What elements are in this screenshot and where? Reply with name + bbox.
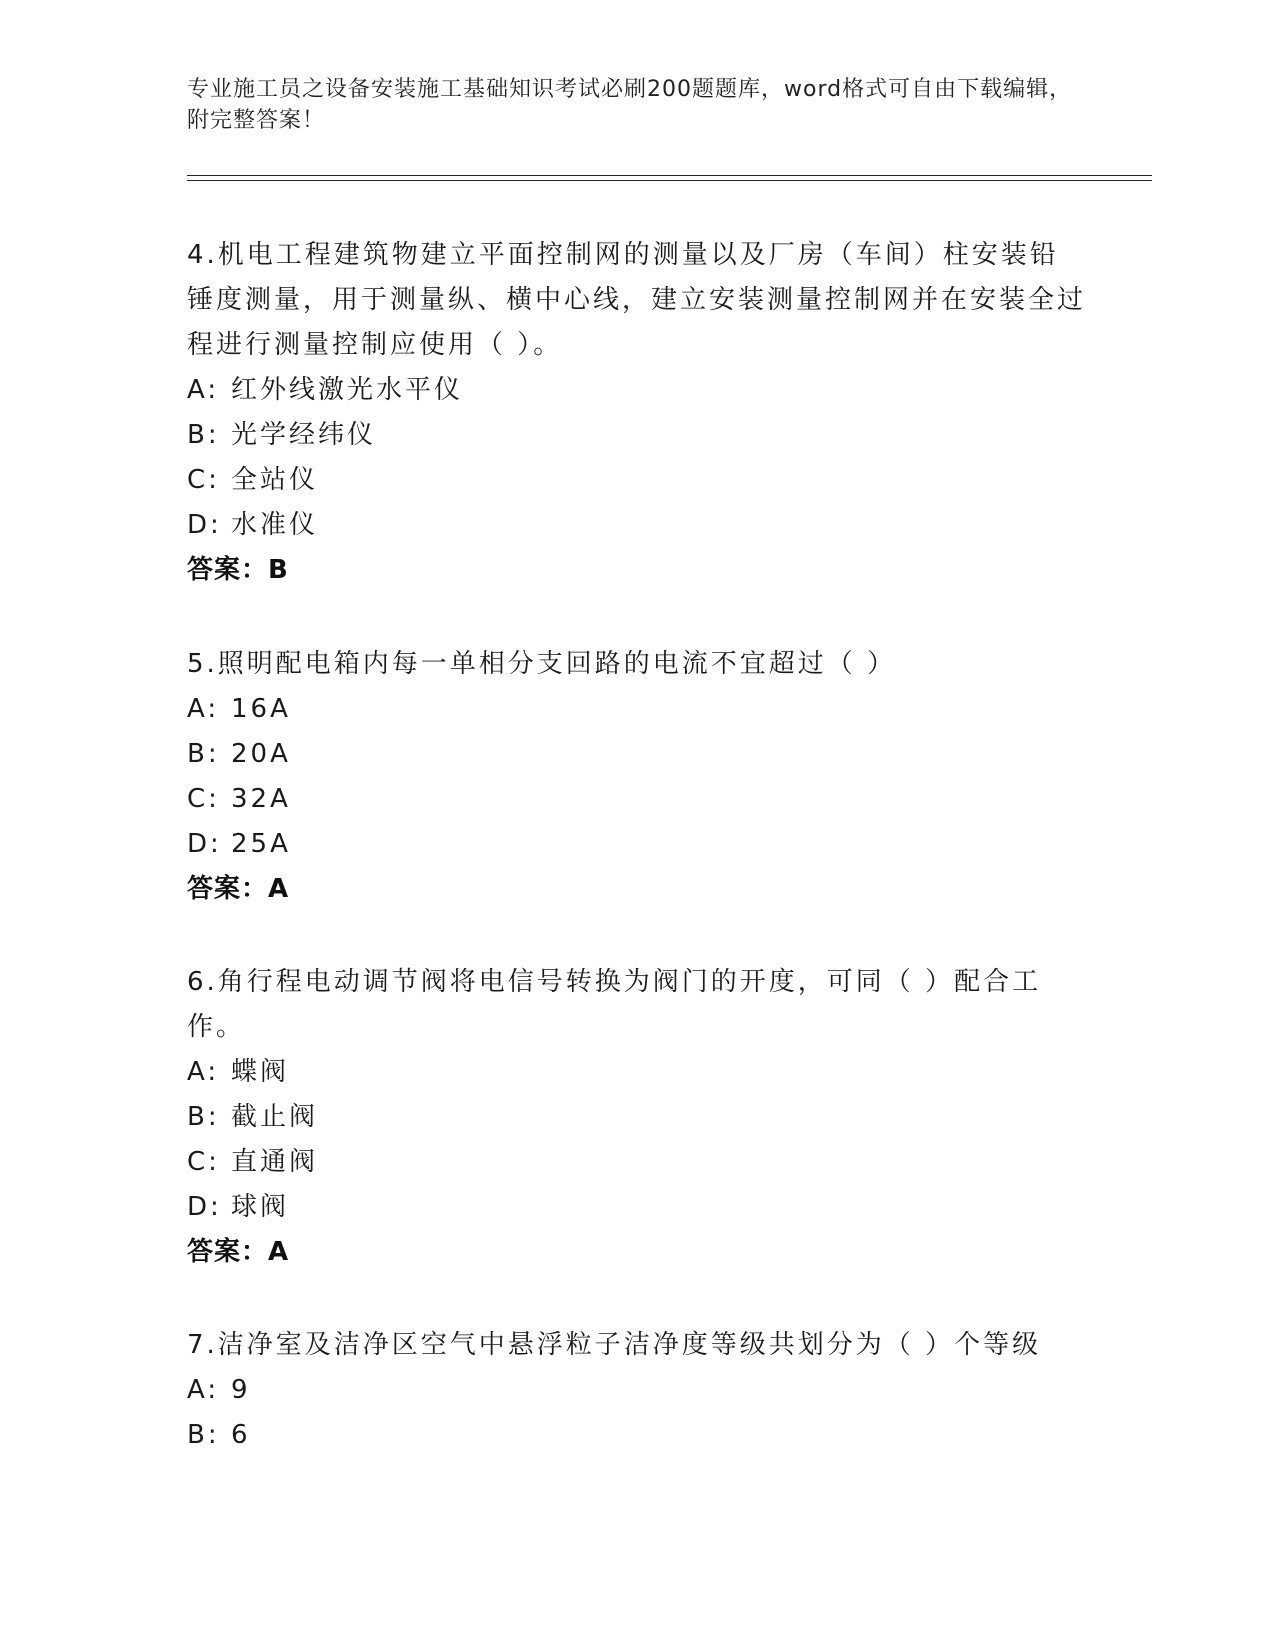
option-c [187, 777, 1087, 822]
option-text: 水准仪 [231, 510, 319, 540]
option-text: 32A [231, 784, 291, 814]
option-text: 20A [231, 739, 291, 769]
option-text: 全站仪 [231, 465, 319, 495]
option-letter: D: [187, 1192, 222, 1222]
option-c [187, 1140, 1087, 1185]
option-text: 截止阀 [231, 1102, 319, 1132]
option-d [187, 1185, 1087, 1230]
option-text: 蝶阀 [231, 1057, 290, 1087]
option-text: 直通阀 [231, 1147, 319, 1177]
option-text: 6 [231, 1420, 251, 1450]
option-a [187, 687, 1087, 732]
header-divider-top [187, 175, 1152, 176]
question-stem: 5.照明配电箱内每一单相分支回路的电流不宜超过（ ） [187, 649, 897, 679]
option-letter: B: [187, 739, 220, 769]
option-a [187, 1368, 1087, 1413]
option-letter: B: [187, 1102, 220, 1132]
option-list [187, 687, 1087, 867]
question-stem: 7.洁净室及洁净区空气中悬浮粒子洁净度等级共划分为（ ）个等级 [187, 1330, 1042, 1360]
option-a [187, 1050, 1087, 1095]
option-text: 25A [231, 829, 291, 859]
option-text: 16A [231, 694, 291, 724]
option-letter: C: [187, 784, 220, 814]
document-header: 专业施工员之设备安装施工基础知识考试必刷200题题库，word格式可自由下载编辑，附完整答案！ [187, 77, 1073, 133]
option-a [187, 368, 1087, 413]
question-stem: 4.机电工程建筑物建立平面控制网的测量以及厂房（车间）柱安装铅锤度测量，用于测量纵、横中心线，建立安装测量控制网并在安装全过程进行测量控制应使用（ ）。 [187, 240, 1087, 360]
question-4 [187, 233, 1087, 593]
option-list [187, 1050, 1087, 1230]
question-6 [187, 960, 1087, 1275]
option-letter: A: [187, 1057, 220, 1087]
option-list [187, 368, 1087, 548]
option-text: 光学经纬仪 [231, 420, 377, 450]
option-letter: A: [187, 375, 220, 405]
option-text: 红外线激光水平仪 [231, 375, 464, 405]
header-divider-bottom [187, 180, 1152, 181]
option-letter: B: [187, 1420, 220, 1450]
option-text: 球阀 [231, 1192, 290, 1222]
option-d [187, 503, 1087, 548]
option-d [187, 822, 1087, 867]
option-letter: A: [187, 1375, 220, 1405]
option-text: 9 [231, 1375, 251, 1405]
option-letter: D: [187, 510, 222, 540]
answer-line: 答案：B [187, 555, 289, 585]
answer-line: 答案：A [187, 874, 290, 904]
question-7 [187, 1323, 1087, 1458]
option-c [187, 458, 1087, 503]
option-list [187, 1368, 1087, 1458]
option-b [187, 1413, 1087, 1458]
option-letter: C: [187, 465, 220, 495]
option-b [187, 732, 1087, 777]
option-b [187, 1095, 1087, 1140]
option-letter: D: [187, 829, 222, 859]
option-b [187, 413, 1087, 458]
option-letter: C: [187, 1147, 220, 1177]
question-stem: 6.角行程电动调节阀将电信号转换为阀门的开度，可同（ ）配合工作。 [187, 967, 1042, 1042]
option-letter: A: [187, 694, 220, 724]
question-5 [187, 642, 1087, 912]
option-letter: B: [187, 420, 220, 450]
answer-line: 答案：A [187, 1237, 290, 1267]
